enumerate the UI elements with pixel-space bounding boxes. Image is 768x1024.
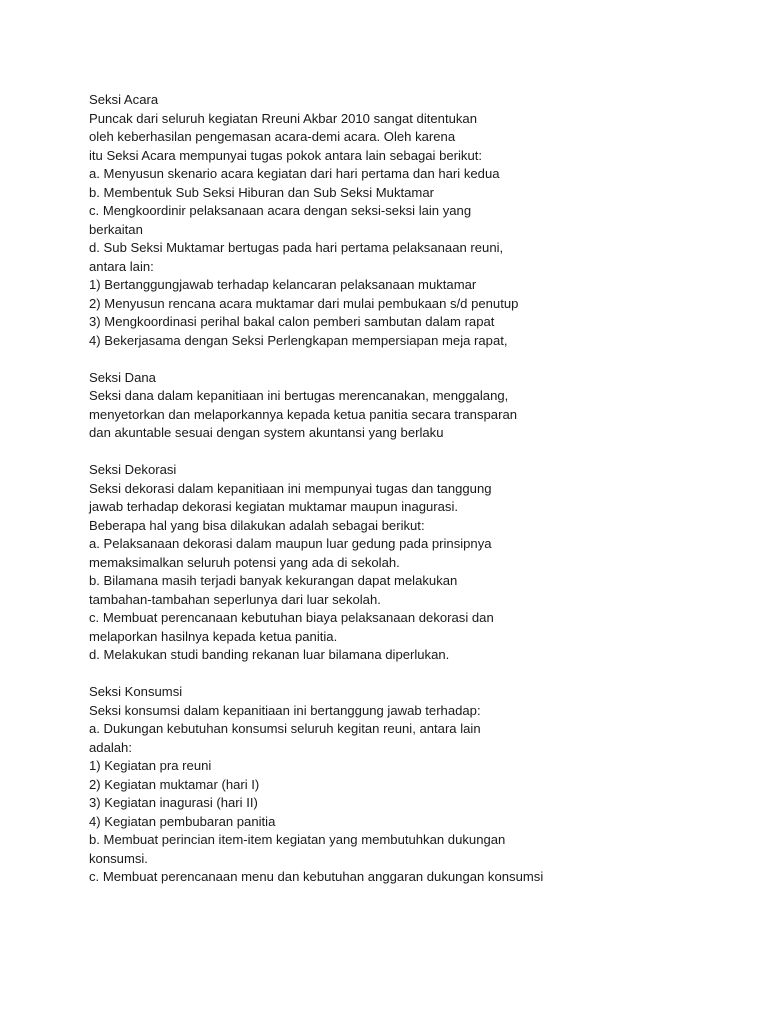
text-line: adalah: (89, 739, 132, 755)
list-item: d. Melakukan studi banding rekanan luar bilamana diperlukan. (89, 647, 450, 662)
text-line: Seksi dekorasi dalam kepanitiaan ini mempunyai tugas dan tanggung (89, 480, 492, 496)
list-item: 4) Kegiatan pembubaran panitia (89, 813, 276, 829)
list-item: 2) Menyusun rencana acara muktamar dari mulai pembukaan s/d penutup (89, 295, 519, 311)
text-line: menyetorkan dan melaporkannya kepada ketua panitia secara transparan (89, 406, 518, 422)
blank-line (89, 665, 729, 684)
section-seksi-acara (89, 91, 729, 350)
list-item: a. Menyusun skenario acara kegiatan dari hari pertama dan hari kedua (89, 166, 500, 181)
list-item: 1) Bertanggungjawab terhadap kelancaran pelaksanaan muktamar (89, 277, 477, 292)
list-item: b. Bilamana masih terjadi banyak kekurangan dapat melakukan (89, 573, 458, 588)
list-item: 1) Kegiatan pra reuni (89, 758, 212, 773)
section-seksi-dekorasi (89, 461, 729, 665)
list-item: b. Membuat perincian item-item kegiatan yang membutuhkan dukungan (89, 832, 506, 847)
blank-line (89, 350, 729, 369)
list-item: 3) Mengkoordinasi perihal bakal calon pemberi sambutan dalam rapat (89, 314, 495, 329)
section-seksi-dana (89, 369, 729, 443)
text-line: dan akuntable sesuai dengan system akuntansi yang berlaku (89, 425, 444, 440)
list-item: 3) Kegiatan inagurasi (hari II) (89, 795, 258, 810)
text-line: konsumsi. (89, 850, 148, 866)
section-heading: Seksi Konsumsi (89, 684, 183, 699)
text-line: jawab terhadap dekorasi kegiatan muktamar maupun inagurasi. (89, 499, 459, 514)
text-line: Puncak dari seluruh kegiatan Rreuni Akbar 2010 sangat ditentukan (89, 110, 477, 126)
section-heading: Seksi Acara (89, 92, 159, 107)
list-item: a. Pelaksanaan dekorasi dalam maupun luar gedung pada prinsipnya (89, 536, 492, 551)
list-item: b. Membentuk Sub Seksi Hiburan dan Sub Seksi Muktamar (89, 184, 434, 200)
text-line: Beberapa hal yang bisa dilakukan adalah sebagai berikut: (89, 517, 425, 533)
text-line: Seksi dana dalam kepanitiaan ini bertugas merencanakan, menggalang, (89, 388, 509, 403)
text-line: oleh keberhasilan pengemasan acara-demi acara. Oleh karena (89, 129, 456, 144)
section-heading: Seksi Dana (89, 369, 156, 385)
list-item: 2) Kegiatan muktamar (hari I) (89, 776, 260, 792)
list-item: d. Sub Seksi Muktamar bertugas pada hari pertama pelaksanaan reuni, (89, 240, 504, 255)
section-seksi-konsumsi (89, 683, 729, 887)
blank-line (89, 443, 729, 462)
document-body (89, 91, 729, 887)
list-item: c. Mengkoordinir pelaksanaan acara dengan seksi-seksi lain yang (89, 203, 472, 218)
list-item: a. Dukungan kebutuhan konsumsi seluruh kegitan reuni, antara lain (89, 721, 481, 736)
text-line: antara lain: (89, 258, 154, 274)
section-heading: Seksi Dekorasi (89, 462, 177, 477)
list-item: c. Membuat perencanaan kebutuhan biaya pelaksanaan dekorasi dan (89, 610, 494, 625)
list-item: c. Membuat perencanaan menu dan kebutuhan anggaran dukungan konsumsi (89, 869, 544, 884)
text-line: Seksi konsumsi dalam kepanitiaan ini bertanggung jawab terhadap: (89, 702, 481, 718)
text-line: melaporkan hasilnya kepada ketua panitia. (89, 628, 338, 644)
list-item: 4) Bekerjasama dengan Seksi Perlengkapan mempersiapan meja rapat, (89, 332, 508, 348)
text-line: tambahan-tambahan seperlunya dari luar sekolah. (89, 591, 381, 607)
text-line: memaksimalkan seluruh potensi yang ada di sekolah. (89, 554, 400, 570)
text-line: itu Seksi Acara mempunyai tugas pokok antara lain sebagai berikut: (89, 147, 483, 163)
text-line: berkaitan (89, 221, 143, 237)
